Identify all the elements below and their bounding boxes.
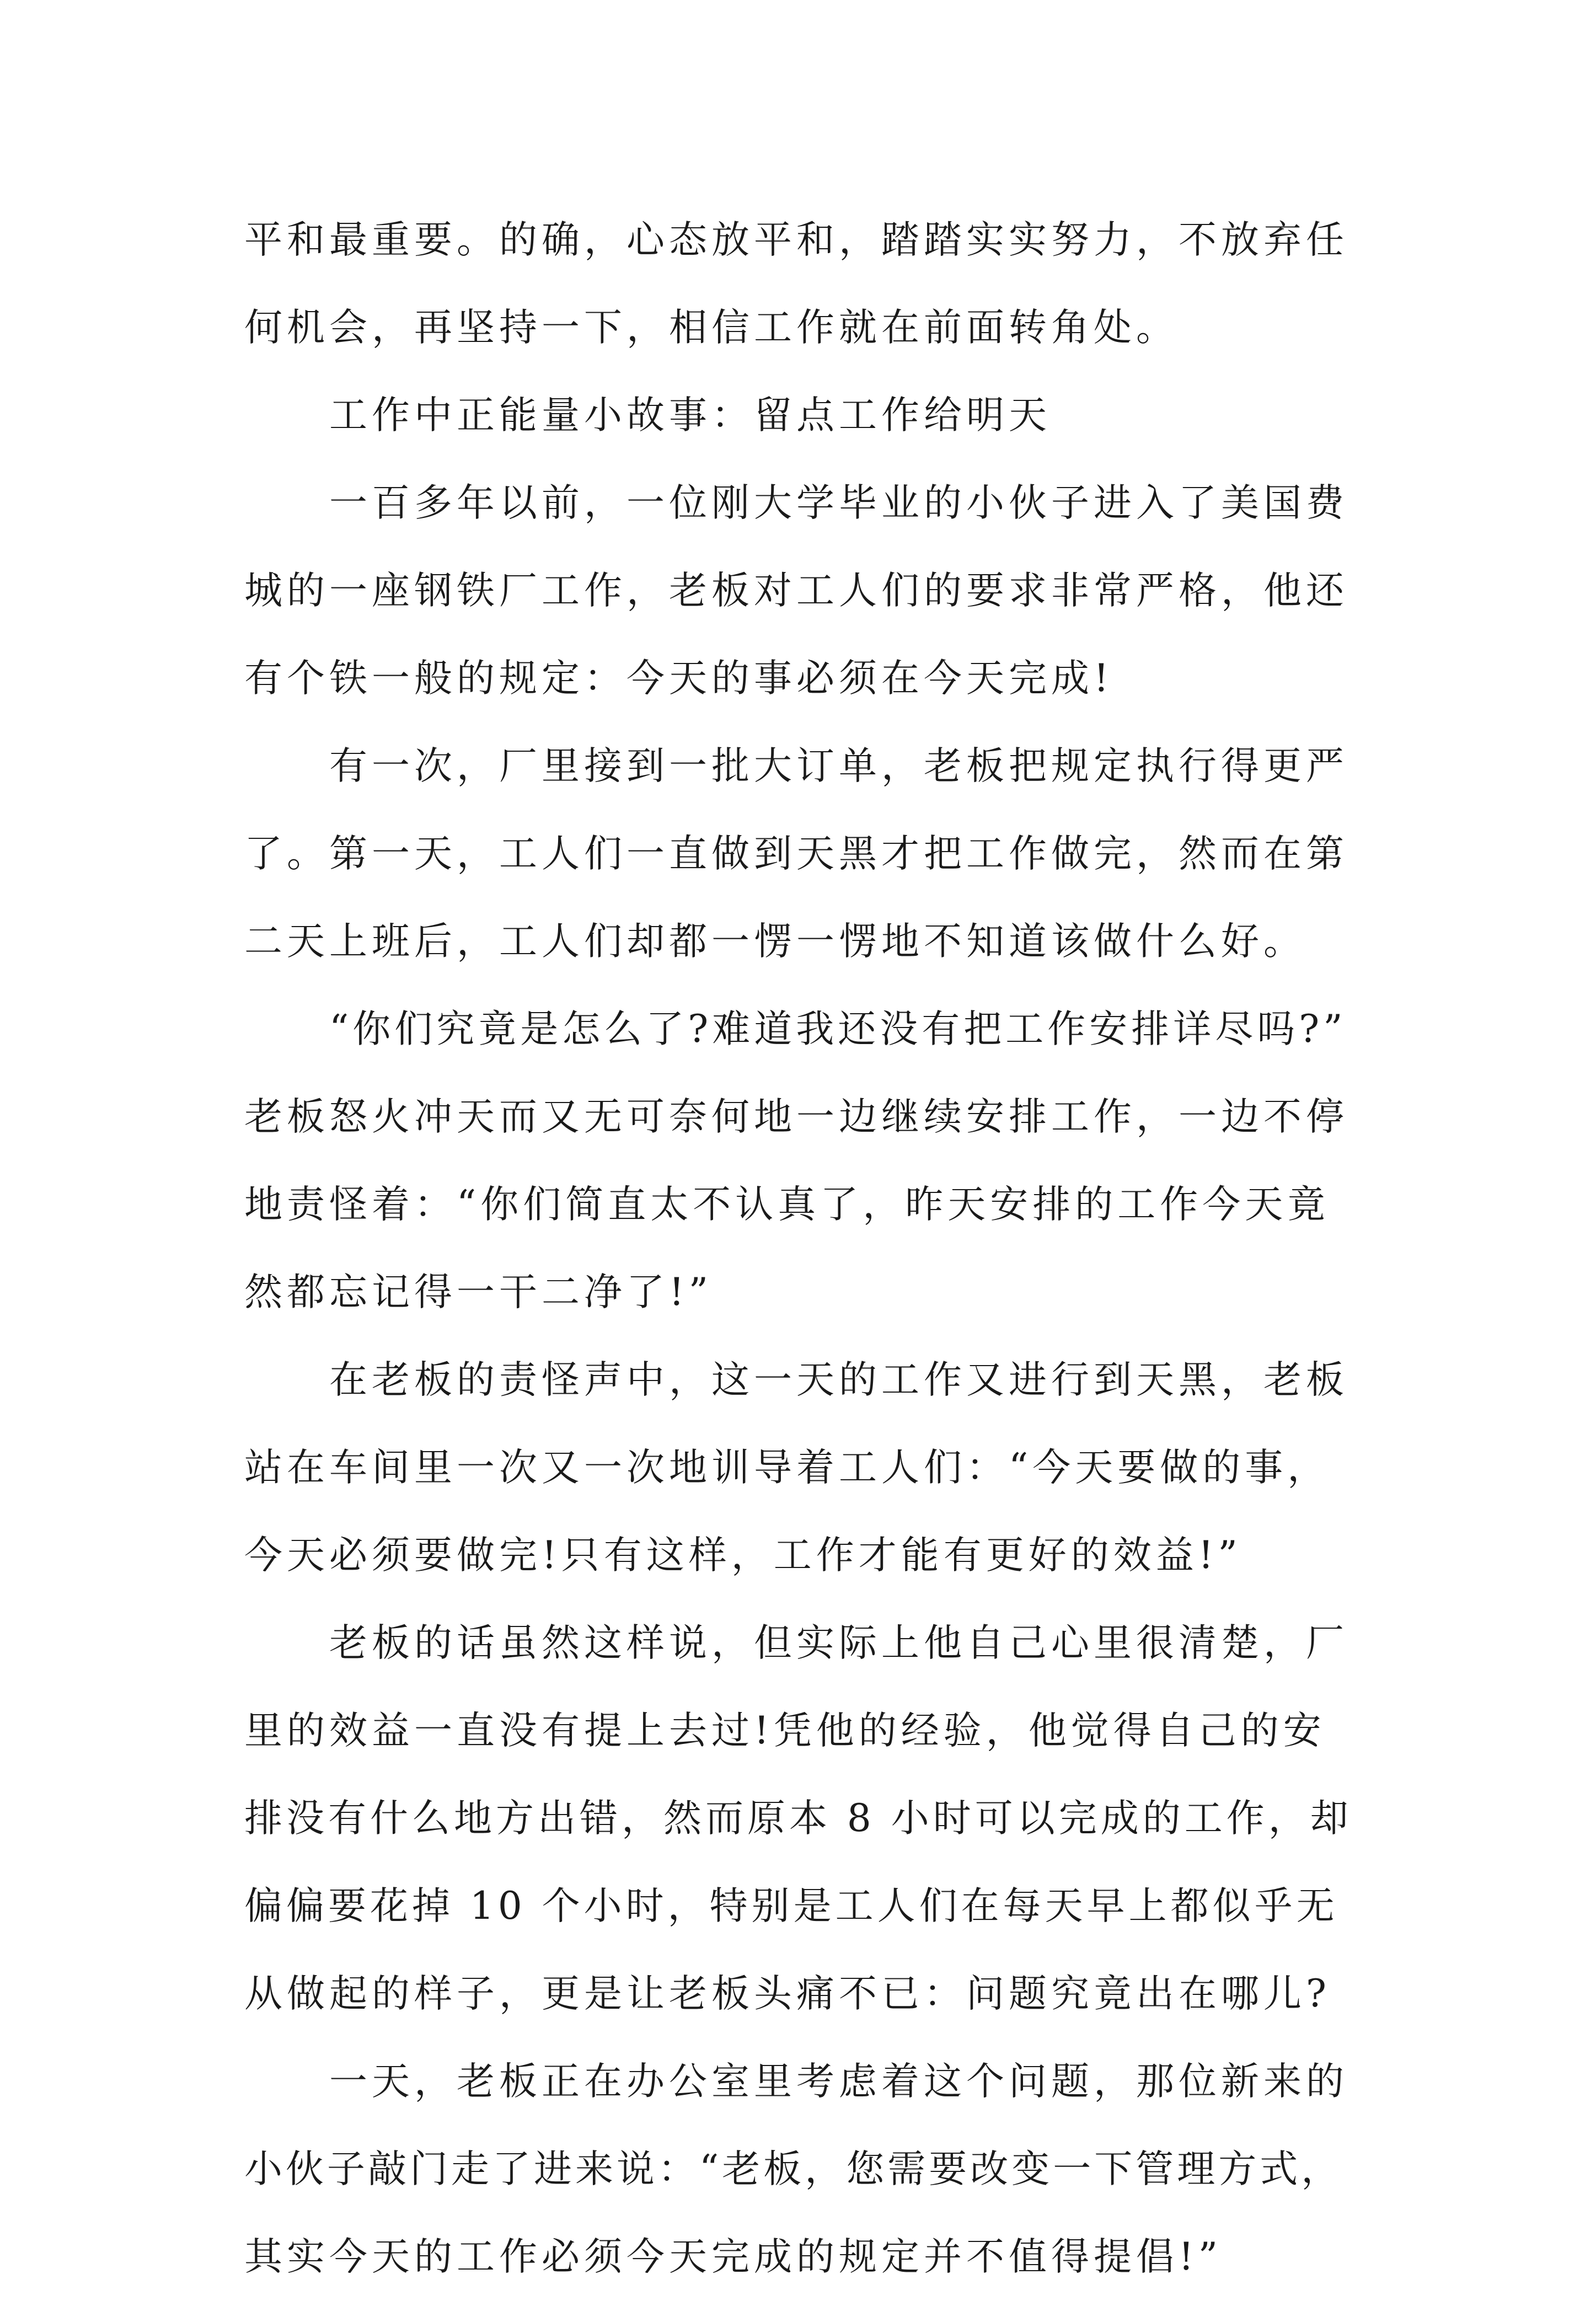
text-line: 偏偏要花掉 10 个小时，特别是工人们在每天早上都似乎无 xyxy=(244,1884,1338,1928)
text-line: 何机会，再坚持一下，相信工作就在前面转角处。 xyxy=(244,306,1179,350)
text-line: 里的效益一直没有提上去过!凭他的经验，他觉得自己的安 xyxy=(244,1709,1326,1753)
text-line: “你们究竟是怎么了?难道我还没有把工作安排详尽吗?” xyxy=(329,1007,1347,1051)
text-line: 一百多年以前，一位刚大学毕业的小伙子进入了美国费 xyxy=(329,481,1348,525)
text-line: 城的一座钢铁厂工作，老板对工人们的要求非常严格，他还 xyxy=(244,569,1348,613)
text-line: 排没有什么地方出错，然而原本 8 小时可以完成的工作，却 xyxy=(244,1796,1352,1840)
text-line: 平和最重要。的确，心态放平和，踏踏实实努力，不放弃任 xyxy=(244,218,1348,262)
text-line: 了。第一天，工人们一直做到天黑才把工作做完，然而在第 xyxy=(244,832,1348,876)
text-line: 然都忘记得一干二净了!” xyxy=(244,1270,713,1314)
body-text xyxy=(244,196,1353,2301)
text-line: 二天上班后，工人们却都一愣一愣地不知道该做什么好。 xyxy=(244,919,1306,964)
text-line: 地责怪着：“你们简直太不认真了，昨天安排的工作今天竟 xyxy=(244,1182,1330,1227)
text-line: 其实今天的工作必须今天完成的规定并不值得提倡!” xyxy=(244,2235,1223,2279)
text-line: 站在车间里一次又一次地训导着工人们：“今天要做的事， xyxy=(244,1446,1330,1490)
text-line: 今天必须要做完!只有这样，工作才能有更好的效益!” xyxy=(244,1533,1242,1577)
text-line: 工作中正能量小故事：留点工作给明天 xyxy=(329,393,1051,437)
text-line: 小伙子敲门走了进来说：“老板，您需要改变一下管理方式， xyxy=(244,2147,1343,2191)
text-line: 老板怒火冲天而又无可奈何地一边继续安排工作，一边不停 xyxy=(244,1095,1348,1139)
text-line: 有个铁一般的规定：今天的事必须在今天完成! xyxy=(244,656,1113,700)
text-line: 一天，老板正在办公室里考虑着这个问题，那位新来的 xyxy=(329,2059,1348,2104)
text-line: 在老板的责怪声中，这一天的工作又进行到天黑，老板 xyxy=(329,1358,1348,1402)
text-line: 从做起的样子，更是让老板头痛不已：问题究竟出在哪儿? xyxy=(244,1972,1331,2016)
text-line: 老板的话虽然这样说，但实际上他自己心里很清楚，厂 xyxy=(329,1621,1348,1665)
text-line: 有一次，厂里接到一批大订单，老板把规定执行得更严 xyxy=(329,744,1348,788)
